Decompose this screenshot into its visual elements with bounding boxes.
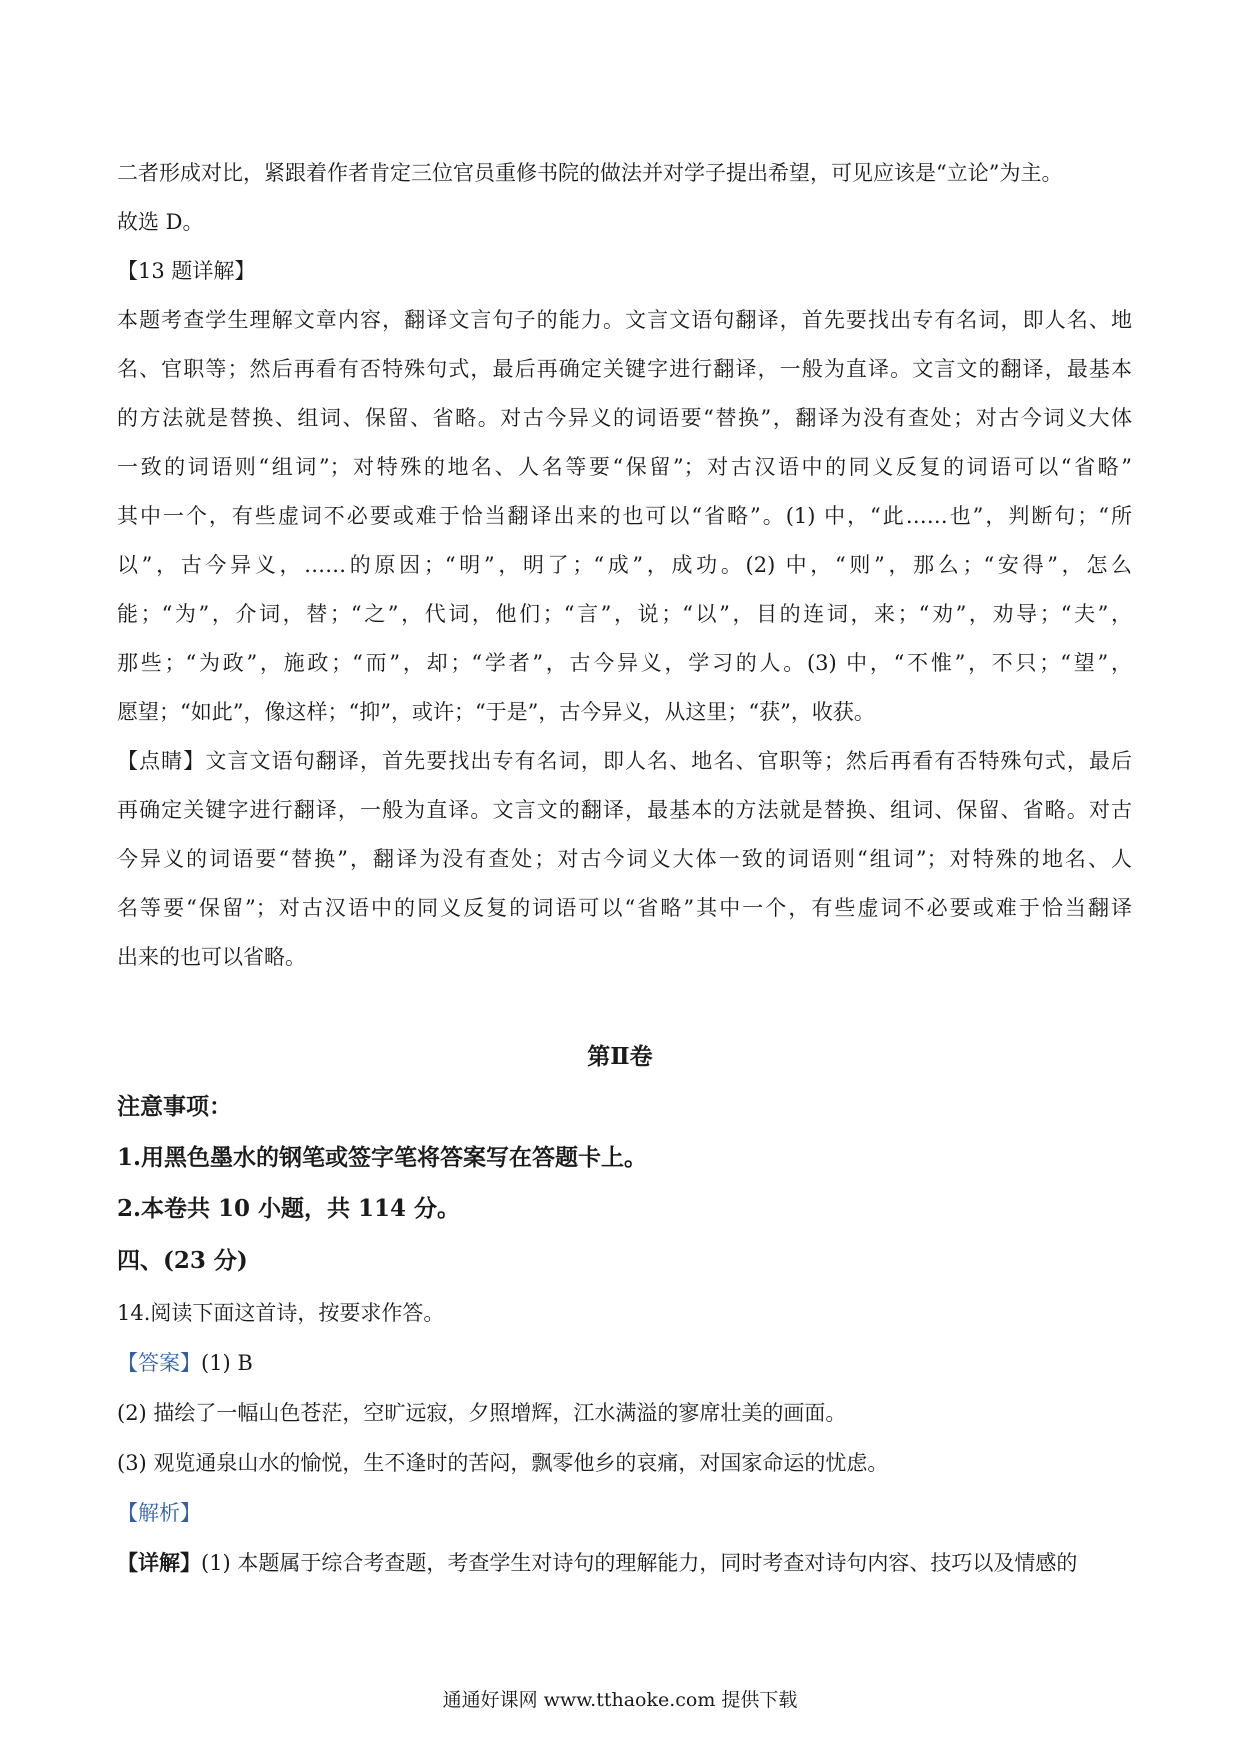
- q13-body-line: 以”，古今异义，……的原因；“明”，明了；“成”，成功。(2) 中，“则”，那么；“安得”，怎么: [117, 553, 1132, 577]
- detail-tag: 【详解】: [117, 1550, 201, 1575]
- q13-body-line: 那些；“为政”，施政；“而”，却；“学者”，古今异义，学习的人。(3) 中，“不惟”，不只；“望”，: [117, 651, 1132, 675]
- q13-body-line: 本题考查学生理解文章内容，翻译文言句子的能力。文言文语句翻译，首先要找出专有名词，即人名、地: [117, 308, 1132, 332]
- page-footer: 通通好课网 www.tthaoke.com 提供下载: [442, 1689, 798, 1711]
- answer-3: (3) 观览通泉山水的愉悦，生不逢时的苦闷，飘零他乡的哀痛，对国家命运的忧虑。: [117, 1451, 889, 1475]
- q13-heading: 【13 题详解】: [117, 259, 256, 283]
- q13-body-line: 一致的词语则“组词”；对特殊的地名、人名等要“保留”；对古汉语中的同义反复的词语可以“省略”: [117, 455, 1132, 479]
- notice-item-1: 1.用黑色墨水的钢笔或签字笔将答案写在答题卡上。: [117, 1144, 648, 1171]
- detail-text: (1) 本题属于综合考查题，考查学生对诗句的理解能力，同时考查对诗句内容、技巧以及情感的: [201, 1551, 1078, 1575]
- q13-body-line: 的方法就是替换、组词、保留、省略。对古今异义的词语要“替换”，翻译为没有查处；对古今词义大体: [117, 406, 1132, 430]
- answer-tag: 【答案】: [117, 1351, 201, 1375]
- q13-body-line: 愿望；“如此”，像这样；“抑”，或许；“于是”，古今异义，从这里；“获”，收获。: [117, 700, 875, 724]
- prev-analysis-line-2: 故选 D。: [117, 210, 204, 234]
- q13-body-line: 名、官职等；然后再看有否特殊句式，最后再确定关键字进行翻译，一般为直译。文言文的翻译，最基本: [117, 357, 1132, 381]
- dianjing-line: 再确定关键字进行翻译，一般为直译。文言文的翻译，最基本的方法就是替换、组词、保留、省略。对古: [117, 798, 1132, 822]
- answer-row: [117, 1348, 1132, 1378]
- dianjing-line: 出来的也可以省略。: [117, 945, 306, 969]
- volume-title: 第Ⅱ卷: [587, 1043, 653, 1070]
- question-14: 14.阅读下面这首诗，按要求作答。: [117, 1301, 445, 1325]
- notice-heading: 注意事项：: [117, 1093, 232, 1120]
- answer-2: (2) 描绘了一幅山色苍茫，空旷远寂，夕照增辉，江水满溢的寥席壮美的画面。: [117, 1401, 847, 1425]
- detail-row: [117, 1548, 1132, 1578]
- answer-1: (1) B: [201, 1351, 253, 1375]
- q13-body-line: 能；“为”，介词，替；“之”，代词，他们；“言”，说；“以”，目的连词，来；“劝”，劝导；“夫”，: [117, 602, 1132, 626]
- analysis-tag: 【解析】: [117, 1501, 201, 1525]
- dianjing-line: 【点睛】文言文语句翻译，首先要找出专有名词，即人名、地名、官职等；然后再看有否特殊句式，最后: [117, 749, 1132, 773]
- section-heading: 四、(23 分): [117, 1247, 248, 1274]
- dianjing-line: 今异义的词语要“替换”，翻译为没有查处；对古今词义大体一致的词语则“组词”；对特殊的地名、人: [117, 847, 1132, 871]
- dianjing-line: 名等要“保留”；对古汉语中的同义反复的词语可以“省略”其中一个，有些虚词不必要或难于恰当翻译: [117, 896, 1132, 920]
- q13-body-line: 其中一个，有些虚词不必要或难于恰当翻译出来的也可以“省略”。(1) 中，“此……也”，判断句；“所: [117, 504, 1132, 528]
- notice-item-2: 2.本卷共 10 小题，共 114 分。: [117, 1195, 461, 1222]
- prev-analysis-line-1: 二者形成对比，紧跟着作者肯定三位官员重修书院的做法并对学子提出希望，可见应该是“立论”为主。: [117, 161, 1063, 185]
